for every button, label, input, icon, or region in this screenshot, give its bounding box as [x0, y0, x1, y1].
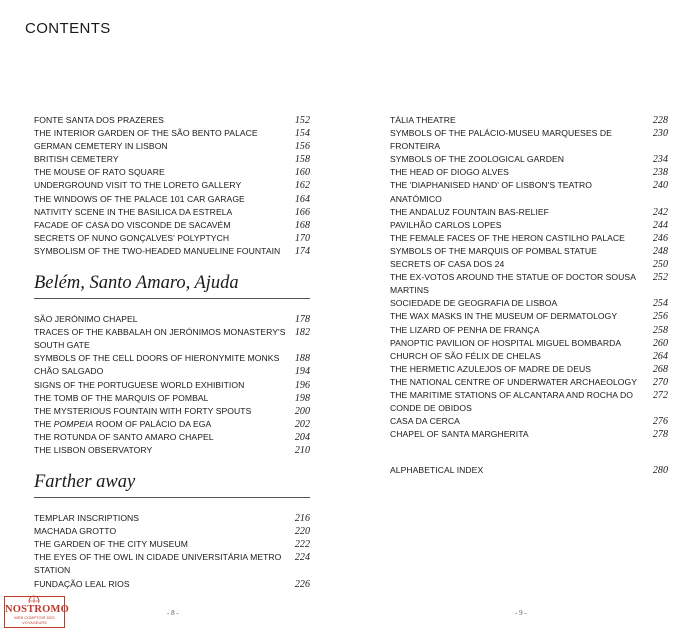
toc-entry-page: 210	[294, 444, 310, 456]
toc-entry-title: CHURCH OF SÃO FÉLIX DE CHELAS	[390, 350, 541, 361]
toc-entry-page: 234	[652, 154, 668, 166]
toc-entry-page: 204	[294, 431, 310, 443]
toc-entry-title: TEMPLAR INSCRIPTIONS	[34, 513, 140, 524]
toc-entry[interactable]	[34, 405, 310, 418]
toc-entry-title: THE HERMETIC AZULEJOS OF MADRE DE DEUS	[390, 363, 592, 374]
toc-entry[interactable]	[34, 127, 310, 140]
toc-entry-alphabetical-index[interactable]	[390, 464, 668, 477]
toc-entry[interactable]	[390, 350, 668, 363]
toc-entry[interactable]	[390, 337, 668, 350]
toc-entry-page: 244	[652, 219, 668, 231]
toc-entry-page: 254	[652, 298, 668, 310]
toc-entry-title: NATIVITY SCENE IN THE BASILICA DA ESTRELA	[34, 206, 233, 217]
watermark-tagline: WEB COMPTOIR DES VOYAGEURS	[14, 616, 55, 625]
toc-entry[interactable]	[34, 525, 310, 538]
toc-entry-title: THE MYSTERIOUS FOUNTAIN WITH FORTY SPOUTS	[34, 405, 252, 416]
toc-entry-page: 168	[294, 219, 310, 231]
toc-entry-page: 278	[652, 429, 668, 441]
toc-entry[interactable]	[390, 166, 668, 179]
toc-entry-page: 220	[294, 526, 310, 538]
toc-entry-title: THE HEAD OF DIOGO ALVES	[390, 167, 509, 178]
toc-entry[interactable]	[34, 153, 310, 166]
globe-icon	[28, 595, 40, 603]
toc-entry-page: 170	[294, 232, 310, 244]
toc-entry-title: CHAPEL OF SANTA MARGHERITA	[390, 429, 529, 440]
toc-entry-title: THE MARITIME STATIONS OF ALCANTARA AND ROCHA DO CONDE DE OBIDOS	[390, 389, 634, 414]
toc-entry-title: CHÃO SALGADO	[34, 366, 104, 377]
toc-entry-page: 264	[652, 350, 668, 362]
toc-entry-title: THE ANDALUZ FOUNTAIN BAS-RELIEF	[390, 206, 549, 217]
toc-entry[interactable]	[390, 114, 668, 127]
toc-entry-title: SÃO JERÓNIMO CHAPEL	[34, 314, 138, 325]
toc-entry[interactable]	[34, 551, 310, 577]
toc-entry-page: 250	[652, 259, 668, 271]
toc-entry-title: THE TOMB OF THE MARQUIS OF POMBAL	[34, 392, 209, 403]
toc-entry-title: BRITISH CEMETERY	[34, 154, 119, 165]
toc-entry-page: 252	[652, 272, 668, 284]
toc-entry[interactable]	[34, 392, 310, 405]
toc-entry[interactable]	[34, 114, 310, 127]
toc-entry[interactable]	[34, 206, 310, 219]
toc-entry[interactable]	[390, 376, 668, 389]
toc-entry[interactable]	[34, 379, 310, 392]
toc-entry-title: THE WAX MASKS IN THE MUSEUM OF DERMATOLOGY	[390, 311, 618, 322]
toc-entry[interactable]	[390, 415, 668, 428]
toc-entry-title	[34, 418, 295, 431]
toc-entry-page: 152	[294, 115, 310, 126]
toc-intro-list	[34, 114, 310, 258]
toc-entry-title: UNDERGROUND VISIT TO THE LORETO GALLERY	[34, 180, 242, 191]
toc-entry-page: 280	[652, 465, 668, 477]
toc-entry[interactable]	[34, 326, 310, 352]
section-title-belem: Belém, Santo Amaro, Ajuda	[34, 273, 310, 299]
toc-entry-title-italic: POMPEIA	[53, 418, 94, 429]
watermark-name: NOSTROMO	[5, 604, 70, 615]
toc-entry-title: THE EYES OF THE OWL IN CIDADE UNIVERSITÁRIA METRO STATION	[34, 552, 282, 576]
toc-entry-page: 160	[294, 167, 310, 179]
toc-entry-title: MACHADA GROTTO	[34, 526, 117, 537]
toc-entry[interactable]	[34, 219, 310, 232]
toc-entry-page: 268	[652, 363, 668, 375]
toc-entry[interactable]	[34, 431, 310, 444]
toc-entry[interactable]	[34, 538, 310, 551]
toc-left-column	[34, 114, 310, 591]
toc-entry[interactable]	[390, 127, 668, 153]
toc-entry-page: 154	[294, 128, 310, 140]
toc-entry[interactable]	[390, 179, 668, 205]
toc-entry-title: THE ROTUNDA OF SANTO AMARO CHAPEL	[34, 431, 214, 442]
toc-entry-page: 230	[652, 128, 668, 140]
toc-entry-page: 182	[294, 327, 310, 339]
toc-right-column	[390, 114, 668, 477]
toc-entry-page: 198	[294, 392, 310, 404]
toc-entry-title: SECRETS OF NUNO GONÇALVES' POLYPTYCH	[34, 232, 230, 243]
toc-farther-list	[34, 512, 310, 591]
toc-entry-page: 226	[294, 578, 310, 590]
page-number-right: - 9 -	[515, 609, 527, 617]
toc-entry-title-suffix: ROOM OF PALÁCIO DA EGA	[93, 418, 212, 429]
toc-entry-page: 276	[652, 416, 668, 428]
toc-entry-title: CASA DA CERCA	[390, 416, 460, 427]
toc-entry-page: 164	[294, 193, 310, 205]
toc-entry[interactable]	[390, 232, 668, 245]
toc-entry-page: 178	[294, 314, 310, 326]
page-number-left: - 8 -	[167, 609, 179, 617]
toc-entry-page: 196	[294, 379, 310, 391]
toc-entry[interactable]	[34, 232, 310, 245]
toc-entry-title: SYMBOLS OF THE CELL DOORS OF HIERONYMITE MONKS	[34, 353, 280, 364]
toc-entry[interactable]	[34, 140, 310, 153]
toc-entry-page: 174	[294, 245, 310, 257]
toc-entry-title: TRACES OF THE KABBALAH ON JERÓNIMOS MONASTERY'S SOUTH GATE	[34, 327, 286, 351]
toc-entry[interactable]	[34, 166, 310, 179]
toc-entry[interactable]	[34, 512, 310, 525]
toc-entry[interactable]	[390, 153, 668, 166]
toc-entry[interactable]	[390, 428, 668, 441]
toc-entry[interactable]	[390, 363, 668, 376]
toc-entry[interactable]	[390, 258, 668, 271]
toc-entry[interactable]	[390, 297, 668, 310]
toc-entry-title: FACADE OF CASA DO VISCONDE DE SACAVÉM	[34, 219, 231, 230]
toc-entry-title: THE 'DIAPHANISED HAND' OF LISBON'S TEATRO ANATÓMICO	[390, 180, 592, 204]
toc-entry-title: GERMAN CEMETERY IN LISBON	[34, 141, 168, 152]
toc-entry-title: SYMBOLISM OF THE TWO-HEADED MANUELINE FOUNTAIN	[34, 245, 281, 256]
toc-entry-title: PANOPTIC PAVILION OF HOSPITAL MIGUEL BOMBARDA	[390, 337, 622, 348]
toc-entry-page: 200	[294, 405, 310, 417]
toc-entry-page: 242	[652, 206, 668, 218]
toc-entry-page: 272	[652, 389, 668, 401]
toc-entry-page: 248	[652, 245, 668, 257]
page-heading: CONTENTS	[25, 20, 111, 37]
toc-right-list	[390, 114, 668, 441]
toc-entry-title: SOCIEDADE DE GEOGRAFIA DE LISBOA	[390, 298, 558, 309]
toc-entry-page: 158	[294, 154, 310, 166]
toc-entry-title: THE INTERIOR GARDEN OF THE SÃO BENTO PALACE	[34, 128, 258, 139]
toc-entry[interactable]	[390, 206, 668, 219]
toc-entry[interactable]	[34, 444, 310, 457]
toc-entry-title: ALPHABETICAL INDEX	[390, 465, 484, 476]
toc-entry-title-prefix: THE	[34, 418, 54, 429]
toc-entry-page: 188	[294, 353, 310, 365]
toc-entry[interactable]	[34, 245, 310, 258]
toc-entry-title: SYMBOLS OF THE ZOOLOGICAL GARDEN	[390, 154, 564, 165]
toc-entry-title: THE WINDOWS OF THE PALACE 101 CAR GARAGE	[34, 193, 245, 204]
toc-entry[interactable]	[390, 219, 668, 232]
nostromo-watermark	[4, 596, 70, 628]
toc-entry-title: SYMBOLS OF THE PALÁCIO-MUSEU MARQUESES DE FRONTEIRA	[390, 128, 612, 152]
toc-entry-title: THE MOUSE OF RATO SQUARE	[34, 167, 165, 178]
toc-entry-page: 270	[652, 376, 668, 388]
toc-entry[interactable]	[34, 365, 310, 378]
toc-entry-page: 222	[294, 539, 310, 551]
toc-entry-title: THE NATIONAL CENTRE OF UNDERWATER ARCHAEOLOGY	[390, 376, 638, 387]
toc-entry-page: 256	[652, 311, 668, 323]
toc-entry-page: 224	[294, 552, 310, 564]
toc-entry[interactable]	[34, 352, 310, 365]
toc-entry-title: THE GARDEN OF THE CITY MUSEUM	[34, 539, 188, 550]
toc-entry-page: 228	[652, 115, 668, 126]
toc-entry[interactable]	[390, 310, 668, 323]
toc-entry-title: FUNDAÇÃO LEAL RIOS	[34, 578, 130, 589]
toc-entry-title: PAVILHÃO CARLOS LOPES	[390, 219, 502, 230]
toc-entry-title: SECRETS OF CASA DOS 24	[390, 259, 505, 270]
toc-entry[interactable]	[390, 245, 668, 258]
toc-entry-page: 260	[652, 337, 668, 349]
toc-entry-page: 258	[652, 324, 668, 336]
toc-entry-page: 240	[652, 180, 668, 192]
toc-entry-title: THE LISBON OBSERVATORY	[34, 444, 153, 455]
toc-entry-title: SIGNS OF THE PORTUGUESE WORLD EXHIBITION	[34, 379, 245, 390]
toc-entry[interactable]	[390, 389, 668, 415]
toc-entry[interactable]	[34, 179, 310, 192]
toc-entry-title: FONTE SANTA DOS PRAZERES	[34, 115, 164, 125]
toc-entry-page: 162	[294, 180, 310, 192]
section-title-farther: Farther away	[34, 472, 310, 498]
toc-entry-title: THE LIZARD OF PENHA DE FRANÇA	[390, 324, 540, 335]
toc-entry-title: SYMBOLS OF THE MARQUIS OF POMBAL STATUE	[390, 245, 597, 256]
toc-entry[interactable]	[34, 193, 310, 206]
toc-entry-page: 166	[294, 206, 310, 218]
toc-entry-title: THE EX-VOTOS AROUND THE STATUE OF DOCTOR SOUSA MARTINS	[390, 272, 636, 296]
toc-entry-page: 216	[294, 513, 310, 525]
toc-entry-page: 194	[294, 366, 310, 378]
toc-entry-title: THE FEMALE FACES OF THE HERON CASTILHO PALACE	[390, 232, 625, 243]
toc-entry[interactable]	[34, 313, 310, 326]
toc-entry[interactable]	[34, 578, 310, 591]
toc-belem-list	[34, 313, 310, 457]
toc-entry-title: TÁLIA THEATRE	[390, 115, 456, 125]
toc-entry-page: 156	[294, 141, 310, 153]
toc-entry-page: 238	[652, 167, 668, 179]
toc-entry-page: 202	[294, 418, 310, 430]
toc-entry-page: 246	[652, 232, 668, 244]
toc-entry[interactable]	[390, 324, 668, 337]
toc-entry[interactable]	[390, 271, 668, 297]
toc-entry[interactable]	[34, 418, 310, 431]
